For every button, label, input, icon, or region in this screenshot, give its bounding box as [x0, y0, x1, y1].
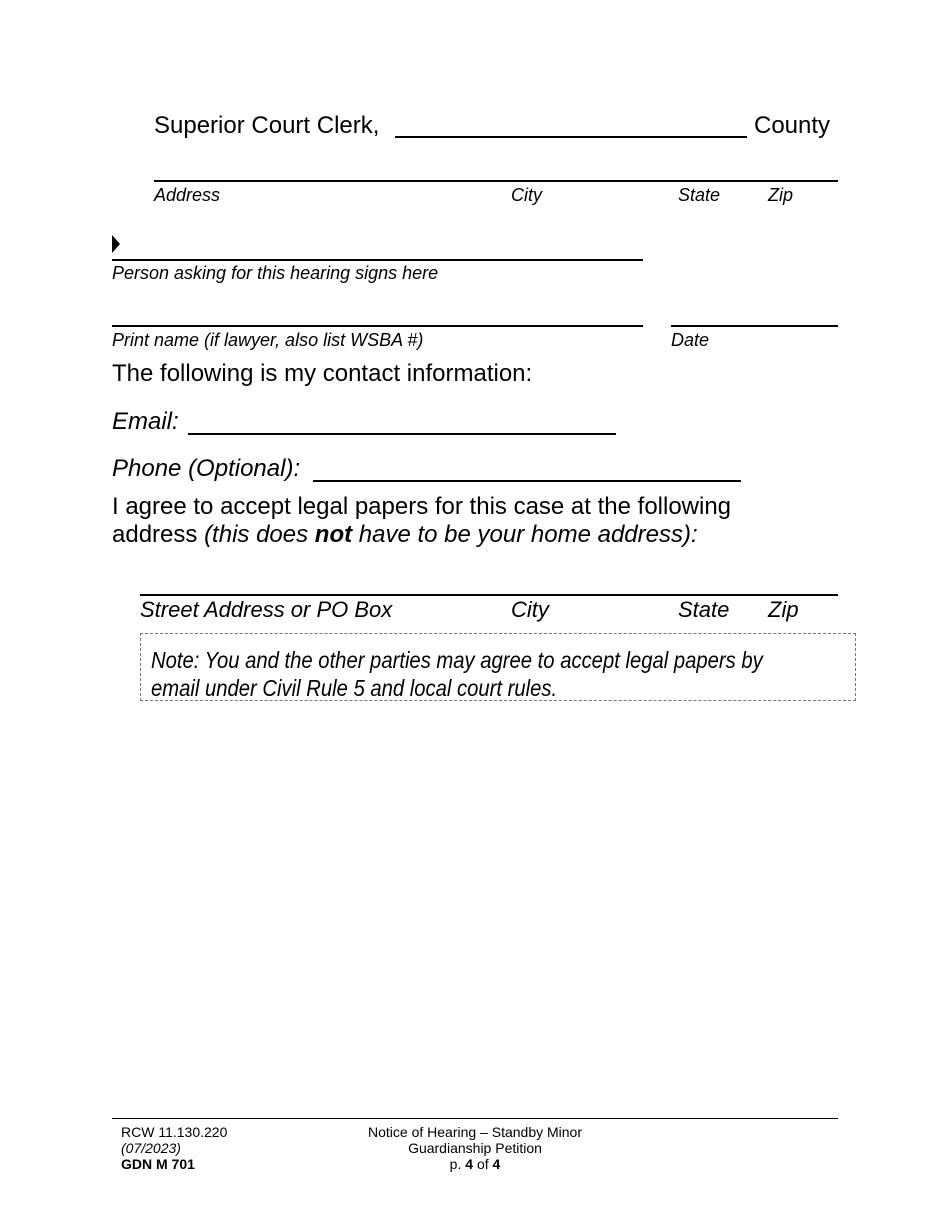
email-input-line[interactable]	[188, 433, 616, 435]
signature-input-line[interactable]	[112, 259, 643, 261]
phone-input-line[interactable]	[313, 480, 741, 482]
footer-page-number	[325, 1156, 625, 1172]
service-statement-line1: I agree to accept legal papers for this case at the following	[112, 493, 732, 520]
service-line2-bold: not	[314, 521, 353, 548]
signature-arrow-icon	[112, 235, 122, 255]
contact-heading: The following is my contact information:	[112, 360, 533, 387]
footer-date: (07/2023)	[121, 1140, 181, 1156]
court-city-label: City	[511, 185, 542, 205]
date-label: Date	[671, 330, 710, 350]
note-box	[140, 633, 856, 701]
note-text: Note: You and the other parties may agree to accept legal papers by email under Civil Rule 5 and local court rules.	[151, 647, 763, 701]
service-zip-label: Zip	[768, 597, 799, 622]
footer-page-prefix: p.	[449, 1156, 462, 1172]
footer-title-line1: Notice of Hearing – Standby Minor	[368, 1124, 582, 1140]
footer-divider	[112, 1118, 838, 1119]
court-state-label: State	[678, 185, 721, 205]
court-zip-label: Zip	[768, 185, 794, 205]
service-city-label: City	[511, 597, 549, 622]
service-statement-line2	[112, 521, 698, 549]
service-address-input-line[interactable]	[140, 594, 838, 596]
footer-form-id: GDN M 701	[121, 1156, 195, 1172]
court-clerk-label: Superior Court Clerk,	[154, 112, 380, 139]
footer-page-of: of	[476, 1156, 489, 1172]
print-name-label: Print name (if lawyer, also list WSBA #)	[112, 330, 424, 350]
phone-label: Phone (Optional):	[112, 455, 301, 482]
footer-rcw: RCW 11.130.220	[121, 1124, 228, 1140]
service-state-label: State	[678, 597, 730, 622]
footer-title-line2: Guardianship Petition	[408, 1140, 542, 1156]
county-label: County	[754, 112, 831, 139]
service-line2-prefix: address	[112, 521, 198, 548]
court-address-label: Address	[154, 185, 221, 205]
court-address-input-line[interactable]	[154, 180, 838, 182]
service-line2-italic-b: have to be your home address):	[358, 521, 698, 548]
email-label: Email:	[112, 408, 179, 435]
service-street-label: Street Address or PO Box	[140, 597, 393, 622]
footer-page-num: 4	[465, 1156, 474, 1172]
signature-label: Person asking for this hearing signs here	[112, 263, 439, 283]
footer-page-total: 4	[492, 1156, 501, 1172]
print-name-input-line[interactable]	[112, 325, 643, 327]
service-line2-italic-a: (this does	[204, 521, 309, 548]
county-input-line[interactable]	[395, 136, 747, 138]
date-input-line[interactable]	[671, 325, 838, 327]
